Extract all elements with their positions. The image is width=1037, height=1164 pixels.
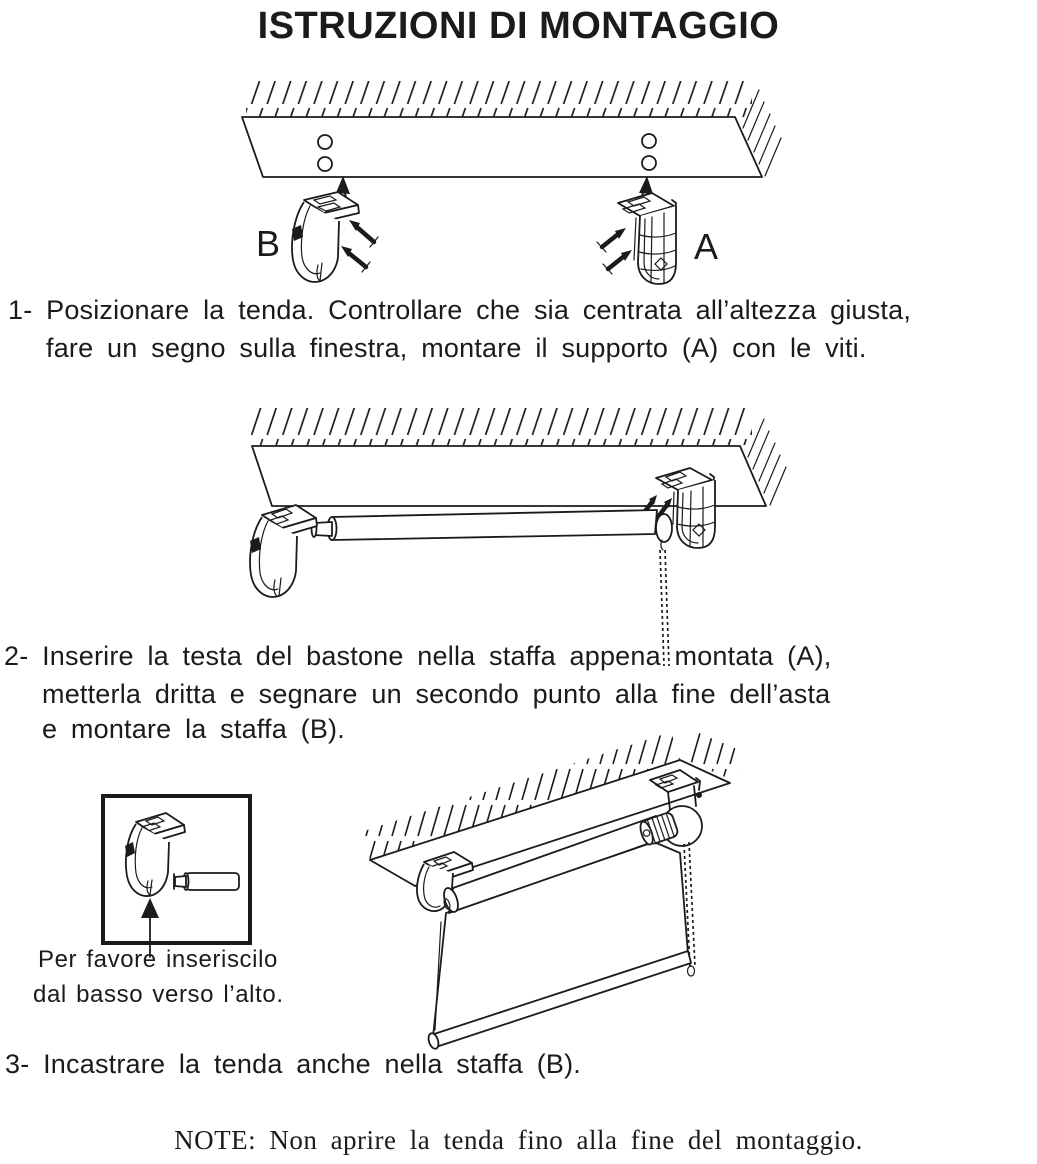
bracket-a-illustration (618, 193, 676, 284)
diagram-insert-tube (0, 400, 1037, 670)
assembly-note: NOTE: Non aprire la tenda fino alla fine del montaggio. (174, 1125, 863, 1155)
floating-bracket-b (250, 505, 317, 597)
roller-tube (312, 510, 673, 550)
diagram-mounted-blind (0, 730, 1037, 1064)
screws-for-bracket-b (341, 220, 378, 272)
step-1-line-2: fare un segno sulla finestra, montare il supporto (A) con le viti. (46, 333, 867, 363)
wall-hatching-2 (250, 408, 752, 445)
inset-detail-box (103, 796, 250, 957)
clutch-end (656, 514, 672, 542)
step-2-line-3: e montare la staffa (B). (42, 714, 345, 744)
inset-caption-line-2: dal basso verso l’alto. (33, 981, 284, 1008)
bracket-b-label: B (256, 223, 281, 264)
inset-caption-line-1: Per favore inseriscilo (38, 946, 278, 973)
inset-tube-end (174, 873, 239, 890)
bracket-b-illustration (292, 192, 359, 282)
step-3-line-1: 3- Incastrare la tenda anche nella staffa (B). (5, 1049, 581, 1079)
bracket-a-label: A (694, 226, 719, 267)
step-1-line-1: 1- Posizionare la tenda. Controllare che sia centrata all’altezza giusta, (8, 295, 912, 325)
window-frame-illustration (242, 81, 781, 177)
diagram-bracket-positions (0, 70, 1037, 300)
step-2-line-1: 2- Inserire la testa del bastone nella staffa appena montata (A), (4, 641, 832, 671)
screws-for-bracket-a (597, 228, 632, 274)
wall-hatching (246, 81, 752, 117)
mounted-blind-illustration (361, 730, 744, 1050)
page-title: ISTRUZIONI DI MONTAGGIO (257, 5, 780, 47)
step-2-line-2: metterla dritta e segnare un secondo punto alla fine dell’asta (42, 679, 831, 709)
